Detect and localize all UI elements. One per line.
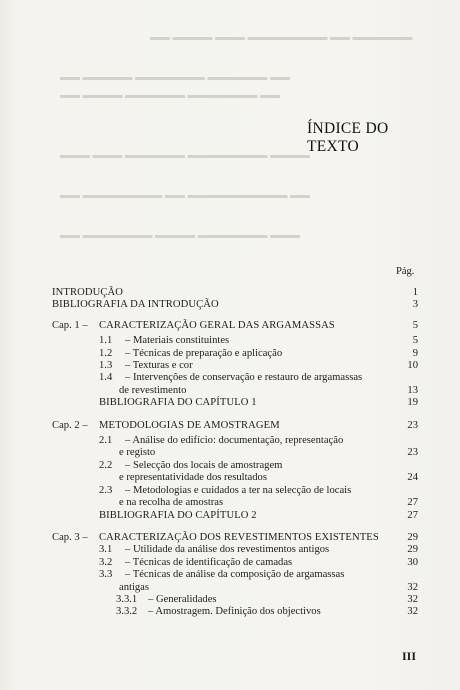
toc-page-number: 3 bbox=[412, 299, 418, 311]
toc-section[interactable]: 2.3 – Metodologias e cuidados a ter na selecção de locais bbox=[99, 484, 352, 496]
toc-page-number: 27 bbox=[407, 497, 418, 509]
toc-page-number: 23 bbox=[407, 419, 418, 431]
toc-page-number: 10 bbox=[407, 360, 418, 372]
table-of-contents bbox=[52, 287, 418, 619]
toc-section[interactable]: 1.3 – Texturas e cor 10 bbox=[99, 360, 418, 372]
toc-section-continuation: e na recolha de amostras 27 bbox=[119, 497, 418, 509]
toc-entry-label: INTRODUÇÃO bbox=[52, 287, 124, 298]
toc-page-number: 29 bbox=[407, 544, 418, 556]
toc-page-number: 32 bbox=[407, 581, 418, 593]
toc-section[interactable]: 3.1 – Utilidade da análise dos revestimentos antigos 29 bbox=[99, 544, 418, 556]
chapter-prefix: Cap. 1 – bbox=[52, 319, 88, 331]
toc-section[interactable]: 1.2 – Técnicas de preparação e aplicação 9 bbox=[99, 347, 418, 359]
toc-page-number: 23 bbox=[407, 447, 418, 459]
toc-page-number: 30 bbox=[407, 556, 418, 568]
toc-entry-label: BIBLIOGRAFIA DA INTRODUÇÃO bbox=[52, 299, 219, 311]
toc-page-number: 24 bbox=[407, 472, 418, 484]
chapter-prefix: Cap. 2 – bbox=[52, 419, 88, 431]
bleed-through-text: ▬▬ ▬▬▬▬▬▬▬▬▬▬ ▬▬ ▬▬▬▬▬▬▬▬ ▬▬ bbox=[60, 190, 310, 201]
chapter-title: CARACTERIZAÇÃO DOS REVESTIMENTOS EXISTENTES bbox=[99, 531, 379, 543]
bleed-through-text: ▬▬ ▬▬▬▬▬▬▬ ▬▬▬▬▬▬ ▬▬▬▬ ▬▬ bbox=[60, 90, 280, 101]
toc-page-number: 5 bbox=[412, 335, 418, 347]
toc-section[interactable]: 1.4 – Intervenções de conservação e restauro de argamassas bbox=[99, 372, 363, 384]
chapter-title: CARACTERIZAÇÃO GERAL DAS ARGAMASSAS bbox=[99, 319, 335, 331]
toc-page-number: 1 bbox=[412, 287, 418, 298]
toc-page-number: 32 bbox=[407, 606, 418, 618]
toc-section[interactable]: 1.1 – Materiais constituintes 5 bbox=[99, 335, 418, 347]
toc-chapter-2[interactable] bbox=[52, 420, 418, 432]
toc-chapter-1[interactable] bbox=[52, 320, 418, 332]
toc-section[interactable]: 2.2 – Selecção dos locais de amostragem bbox=[99, 459, 283, 471]
bleed-through-text: ▬▬▬ ▬▬▬▬▬▬▬ ▬▬▬▬ ▬▬▬▬▬▬▬ ▬▬ bbox=[60, 230, 300, 241]
toc-page-number: 5 bbox=[412, 319, 418, 331]
toc-section-continuation: e representatividade dos resultados 24 bbox=[119, 472, 418, 484]
toc-section-continuation: antigas 32 bbox=[119, 581, 418, 593]
toc-subsection[interactable]: 3.3.2 – Amostragem. Definição dos objectivos 32 bbox=[116, 606, 418, 618]
page-column-label: Pág. bbox=[396, 266, 415, 277]
toc-section[interactable]: 3.2 – Técnicas de identificação de camadas 30 bbox=[99, 556, 418, 568]
chapter-title: METODOLOGIAS DE AMOSTRAGEM bbox=[99, 419, 280, 431]
toc-section-continuation: de revestimento 13 bbox=[119, 384, 418, 396]
toc-page-number: 27 bbox=[407, 509, 418, 521]
chapter-prefix: Cap. 3 – bbox=[52, 531, 88, 543]
folio-page-number: III bbox=[402, 649, 417, 663]
toc-bibliography-chapter-1[interactable]: BIBLIOGRAFIA DO CAPÍTULO 1 19 bbox=[99, 397, 418, 409]
bleed-through-text: ▬▬▬▬ ▬▬▬▬▬▬▬▬ ▬▬▬▬▬▬ ▬▬▬ ▬▬▬ bbox=[60, 150, 310, 161]
page-title: ÍNDICE DO TEXTO bbox=[307, 120, 389, 155]
bleed-through-text: ▬▬▬▬▬▬ ▬▬ ▬▬▬▬▬▬▬▬ ▬▬▬ ▬▬▬▬ ▬▬ bbox=[150, 32, 413, 43]
toc-page-number: 13 bbox=[407, 384, 418, 396]
toc-section-continuation: e registo 23 bbox=[119, 447, 418, 459]
bleed-through-text: ▬▬ ▬▬▬▬▬▬ ▬▬▬▬▬▬▬ ▬▬▬▬▬ ▬▬ bbox=[60, 72, 290, 83]
toc-section[interactable]: 3.3 – Técnicas de análise da composição de argamassas bbox=[99, 569, 345, 581]
toc-section[interactable]: 2.1 – Análise do edifício: documentação, representação bbox=[99, 435, 344, 447]
toc-chapter-3[interactable] bbox=[52, 532, 418, 544]
toc-page-number: 32 bbox=[407, 593, 418, 605]
toc-subsection[interactable]: 3.3.1 – Generalidades 32 bbox=[116, 593, 418, 605]
toc-page-number: 9 bbox=[412, 347, 418, 359]
toc-entry-introduction[interactable] bbox=[52, 287, 418, 299]
toc-entry-introduction-bibliography[interactable] bbox=[52, 299, 418, 311]
toc-page-number: 29 bbox=[407, 531, 418, 543]
toc-page-number: 19 bbox=[407, 397, 418, 409]
toc-bibliography-chapter-2[interactable]: BIBLIOGRAFIA DO CAPÍTULO 2 27 bbox=[99, 509, 418, 521]
